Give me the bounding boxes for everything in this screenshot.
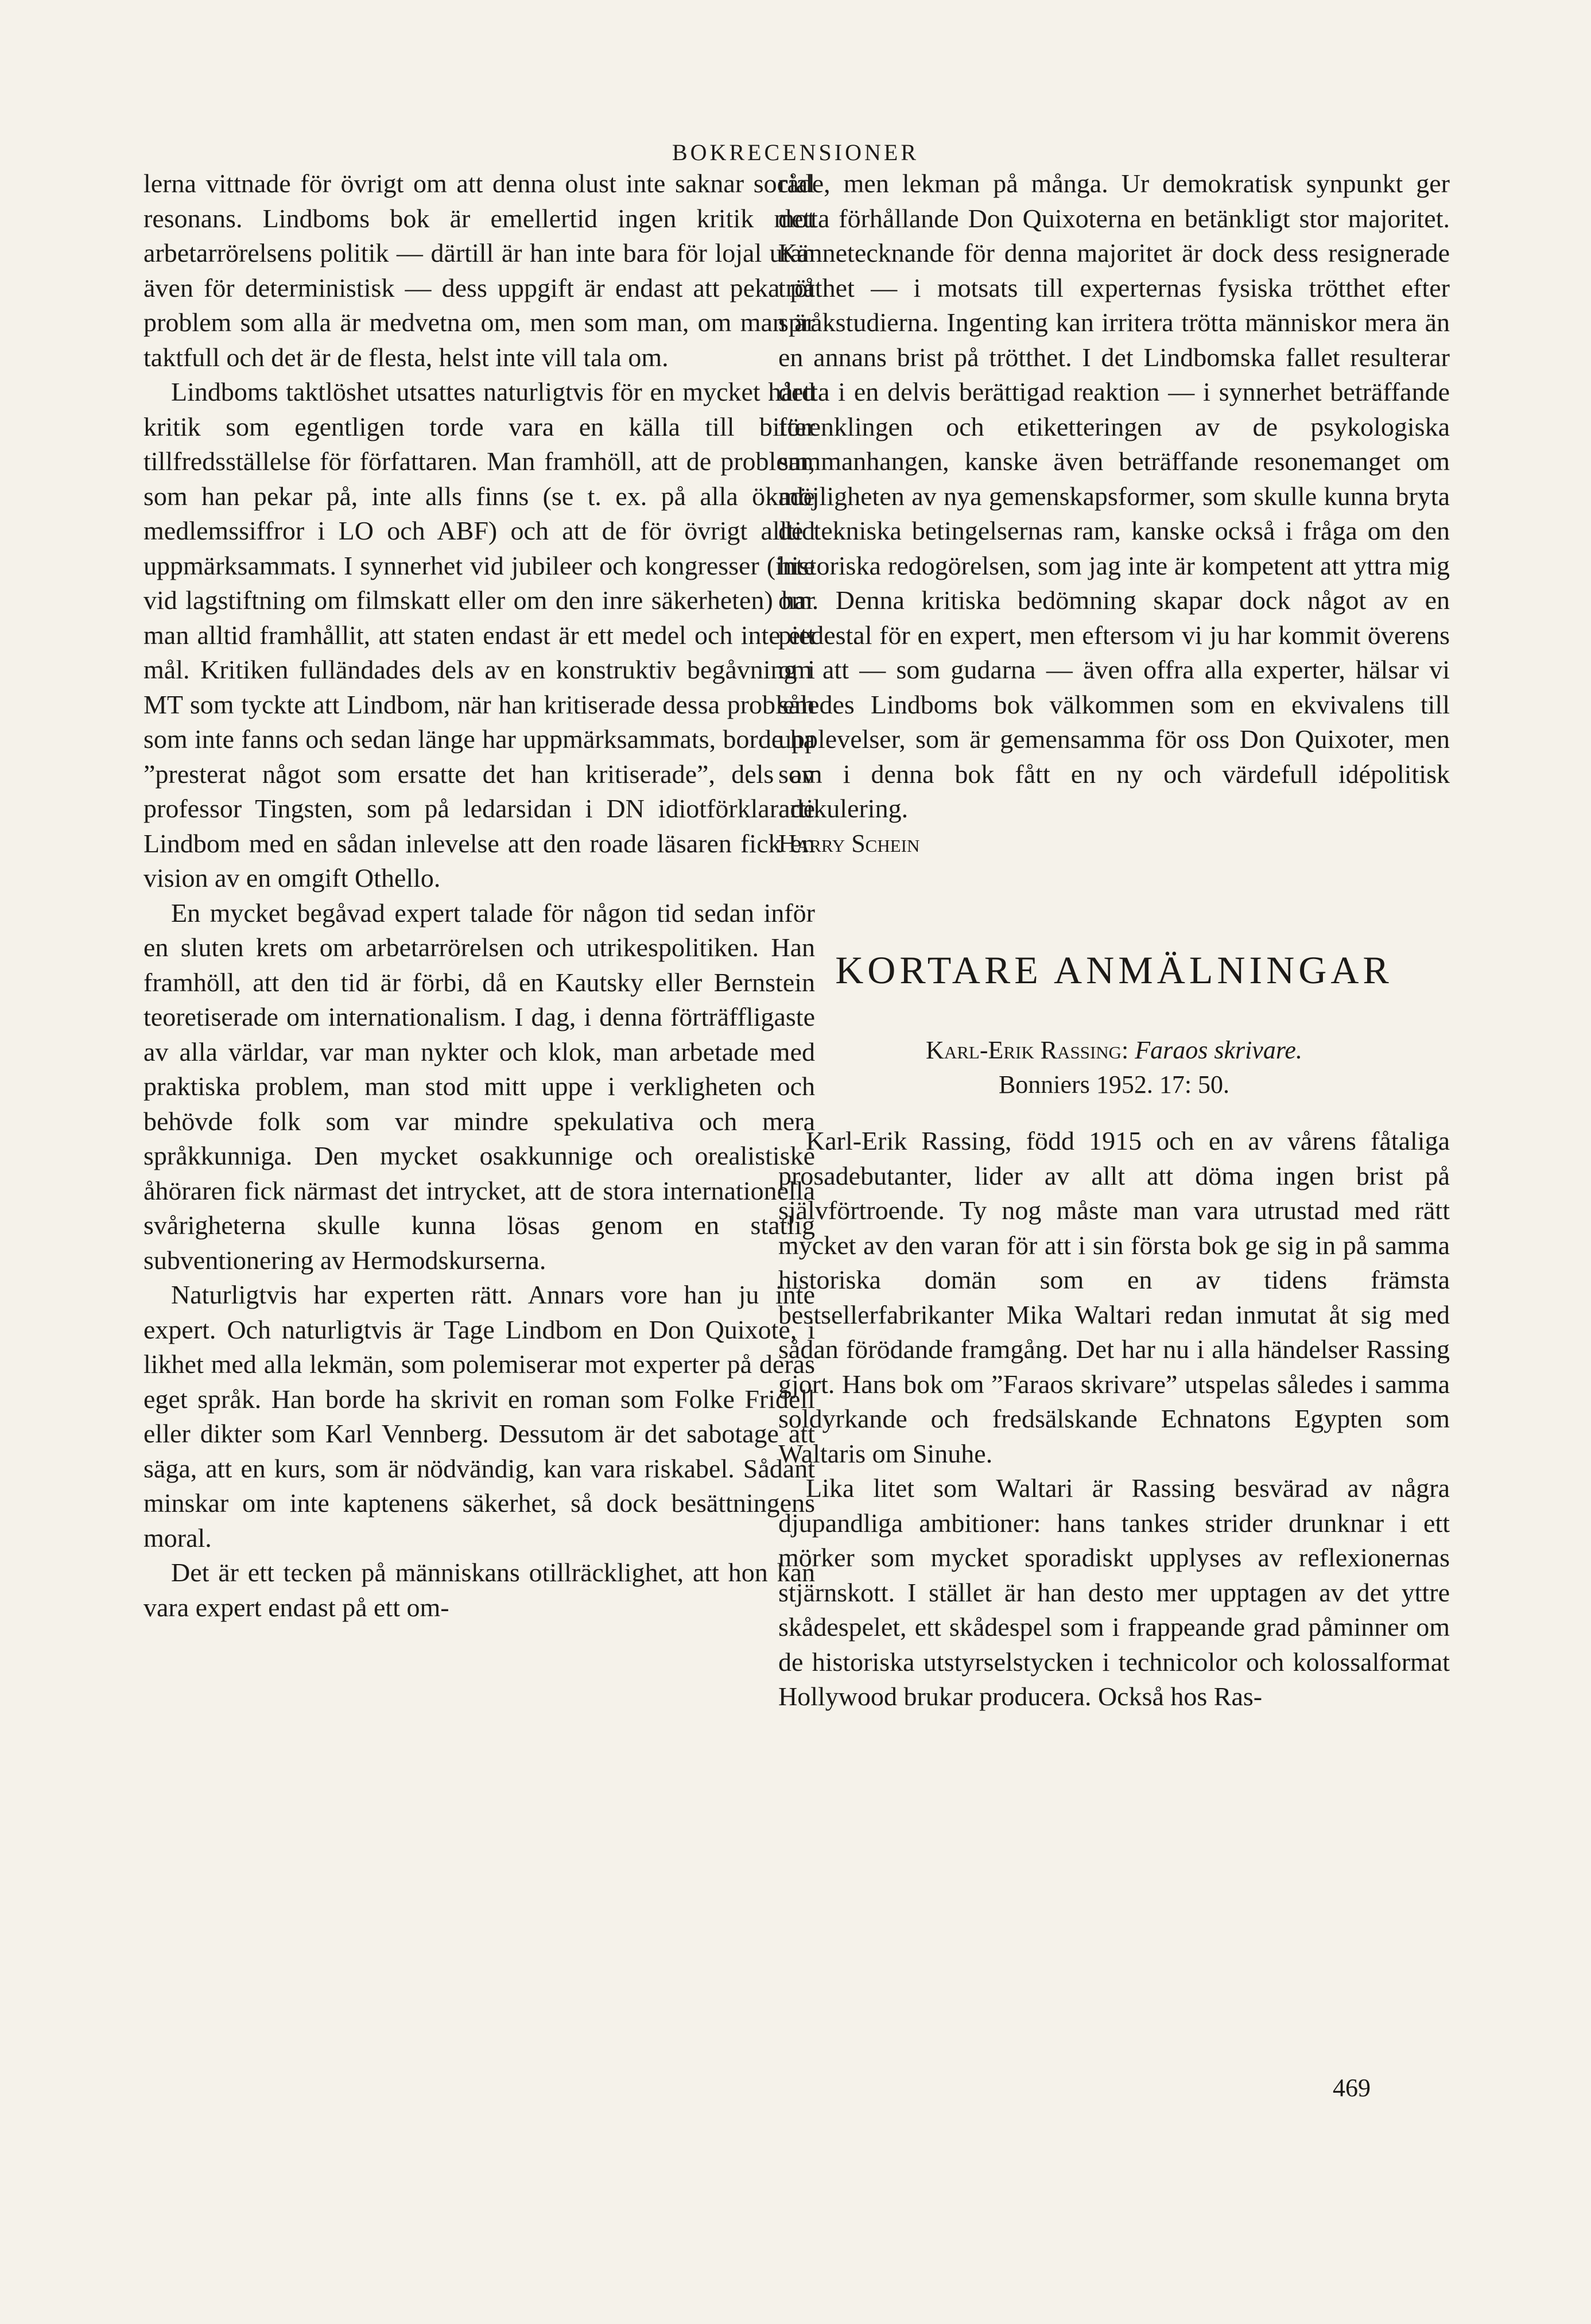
reviewer-signature: Harry Schein xyxy=(778,829,920,858)
paragraph: Karl-Erik Rassing, född 1915 och en av vårens fåtaliga prosadebutanter, lider av allt att döma ingen brist på självförtroende. Ty nog måste man vara utrustad med rätt mycket av den varan för att i sin första bok ge sig in på samma historiska domän som en av tidens främsta bestsellerfabrikanter Mika Waltari redan inmutat åt sig med sådan förödande framgång. Det har nu i alla händelser Rassing gjort. Hans bok om ”Faraos skrivare” utspelas således i samma soldyrkande och fredsälskande Echnatons Egypten som Waltaris om Sinuhe. xyxy=(778,1126,1450,1468)
left-column xyxy=(143,166,815,1625)
paragraph: En mycket begåvad expert talade för någon tid sedan inför en sluten krets om arbetarrörelsen och utrikespolitiken. Han framhöll, att den tid är förbi, då en Kautsky eller Bernstein teoretiserade om internationalism. I dag, i denna förträffligaste av alla världar, var man nykter och klok, man arbetade med praktiska problem, man stod mitt uppe i verkligheten och behövde folk som var mindre spekulativa och mera språkkunniga. Den mycket osakkunnige och orealistiske åhöraren fick närmast det intrycket, att de stora internationella svårigheterna skulle kunna lösas genom en statlig subventionering av Hermodskurserna. xyxy=(143,898,815,1275)
review-continuation: råde, men lekman på många. Ur demokratisk synpunkt ger detta förhållande Don Quixoterna en betänkligt stor majoritet. Kännetecknande för denna majoritet är dock dess resignerade trötthet — i motsats till experternas fysiska trötthet efter språkstudierna. Ingenting kan irritera trötta människor mera än en annans brist på trötthet. I det Lindbomska fallet resulterar detta i en delvis berättigad reaktion — i synnerhet beträffande förenklingen och etiketteringen av de psykologiska sammanhangen, kanske även beträffande resonemanget om möjligheten av nya gemenskapsformer, som skulle kunna bryta de tekniska betingelsernas ram, kanske också i fråga om den historiska redogörelsen, som jag inte är kompetent att yttra mig om. Denna kritiska bedömning skapar dock något av en piedestal för en expert, men eftersom vi ju har kommit överens om att — som gudarna — även offra alla experter, hälsar vi således Lindboms bok välkommen som en ekvivalens till upplevelser, som är gemensamma för oss Don Quixoter, men som i denna bok fått en ny och värdefull idépolitisk artikulering. xyxy=(778,169,1450,823)
paragraph: Det är ett tecken på människans otillräcklighet, att hon kan vara expert endast på ett om- xyxy=(143,1558,815,1622)
running-head: BOKRECENSIONER xyxy=(672,139,919,165)
paragraph: Lika litet som Waltari är Rassing besvärad av några djupandliga ambitioner: hans tankes strider drunknar i ett mörker som mycket sporadiskt upplyses av reflexionernas stjärnskott. I stället är han desto mer upptagen av det yttre skådespelet, ett skådespel som i frappeande grad påminner om de historiska utstyrselstycken i technicolor och kolossalformat Hollywood brukar producera. Också hos Ras- xyxy=(778,1473,1450,1711)
citation-author: Karl-Erik Rassing: xyxy=(926,1036,1129,1064)
citation-title: Faraos skrivare. xyxy=(1135,1036,1302,1064)
section-heading: KORTARE ANMÄLNINGAR xyxy=(835,948,1393,992)
paragraph: Naturligtvis har experten rätt. Annars vore han ju inte expert. Och naturligtvis är Tage Lindbom en Don Quixote, i likhet med alla lekmän, som polemiserar mot experter på deras eget språk. Han borde ha skrivit en roman som Folke Fridell eller dikter som Karl Vennberg. Dessutom är det sabotage att säga, att en kurs, som är nödvändig, kan vara riskabel. Sådant minskar om inte kaptenens säkerhet, så dock besättningens moral. xyxy=(143,1280,815,1553)
book-citation xyxy=(778,1033,1450,1102)
right-column xyxy=(778,166,1450,1714)
paragraph: Lindboms taktlöshet utsattes naturligtvis för en mycket hård kritik som egentligen torde vara en källa till bitter tillfredsställelse för författaren. Man framhöll, att de problem, som han pekar på, inte alls finns (se t. ex. på alla ökade medlemssiffror i LO och ABF) och att de för övrigt alltid uppmärksammats. I synnerhet vid jubileer och kongresser (inte vid lagstiftning om filmskatt eller om den inre säkerheten) har man alltid framhållit, att staten endast är ett medel och inte ett mål. Kritiken fulländades dels av en konstruktiv begåvning i MT som tyckte att Lindbom, när han kritiserade dessa problem som inte fanns och sedan länge har uppmärksammats, borde ha ”presterat något som ersatte det han kritiserade”, dels av professor Tingsten, som på ledarsidan i DN idiotförklarade Lindbom med en sådan inlevelse att den roade läsaren fick en vision av en omgift Othello. xyxy=(143,377,815,893)
citation-publisher: Bonniers 1952. 17: 50. xyxy=(998,1070,1230,1099)
paragraph: lerna vittnade för övrigt om att denna olust inte saknar social resonans. Lindboms bok är emellertid ingen kritik mot arbetarrörelsens politik — därtill är han inte bara för lojal utan även för deterministisk — dess uppgift är endast att peka på problem som alla är medvetna om, men som man, om man är taktfull och det är de flesta, helst inte vill tala om. xyxy=(143,169,815,372)
page-number: 469 xyxy=(1333,2074,1371,2102)
